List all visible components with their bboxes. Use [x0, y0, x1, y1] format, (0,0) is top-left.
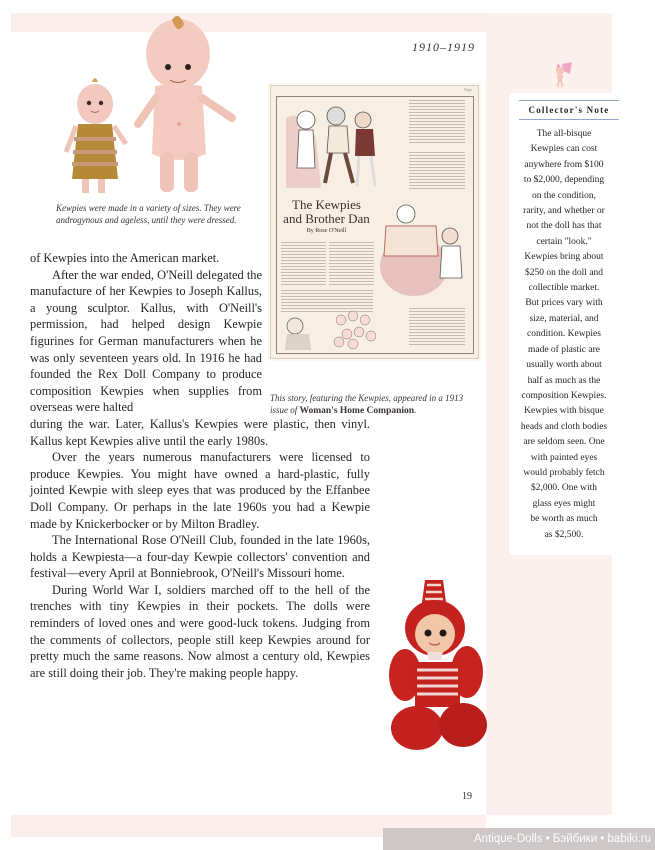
- publication-name: Woman's Home Companion: [299, 406, 415, 416]
- magazine-byline: By Rose O'Neill: [306, 228, 347, 234]
- red-plush-kewpie-photo: [385, 580, 490, 755]
- page-number: 19: [462, 791, 472, 802]
- tall-kewpie-figure: [138, 16, 232, 192]
- small-kewpie-figure: [66, 78, 126, 193]
- photo-caption-magazine: This story, featuring the Kewpies, appeared in a 1913 issue of Woman's Home Companion.: [270, 393, 464, 416]
- paragraph: The International Rose O'Neill Club, founded in the late 1960s, holds a Kewpiesta—a four-day Kewpie collectors' convention and festival—every April at Bonniebrook, O'Neill's Missouri home.: [30, 533, 370, 581]
- running-head: 1910–1919: [412, 40, 475, 54]
- paragraph: during the war. Later, Kallus's Kewpies were plastic, then vinyl. Kallus kept Kewpies alive until the early 1980s.: [30, 416, 370, 448]
- magazine-page-number: Page: [464, 87, 472, 92]
- article-body: [30, 250, 370, 681]
- paragraph: Over the years numerous manufacturers were licensed to produce Kewpies. You might have owned a hard-plastic, fully jointed Kewpie with sleep eyes that was produced by the Effanbee Doll Company. Or perhaps in the late 1960s you had a Kewpie made by Knickerbocker or by Milton Bradley.: [30, 450, 370, 531]
- paragraph: of Kewpies into the American market.: [30, 251, 220, 265]
- magazine-text-column: [409, 100, 465, 145]
- photo-caption-kewpies: Kewpies were made in a variety of sizes. They were androgynous and ageless, until they were dressed.: [56, 203, 241, 225]
- page-margin-right: [612, 0, 655, 850]
- paragraph: During World War I, soldiers marched off to the hell of the trenches with tiny Kewpies in their pockets. The dolls were reminders of loved ones and were good-luck tokens. Judging from the comments of collectors, people still keep Kewpies around for pretty much the same reasons. Now almost a century old, Kewpies are still doing their job. They're making people happy.: [30, 582, 370, 680]
- collectors-note-title: Collector's Note: [519, 100, 619, 120]
- watermark: Antique-Dolls • Бэйбики • babiki.ru: [383, 828, 655, 850]
- collectors-note-body: The all-bisque Kewpies can cost anywhere from $100 to $2,000, depending on the condition, rarity, and whether or not the doll has that certain "look." Kewpies bring about $250 on the doll and collectible market. But prices vary with size, material, and condition. Kewpies made of plastic are usually worth about half as much as the composition Kewpies. Kewpies with bisque heads and cloth bodies are seldom seen. One with painted eyes would probably fetch $2,000. One with glass eyes might be worth as much as $2,500.: [520, 129, 608, 540]
- magazine-text-column: [409, 308, 465, 346]
- magazine-illustration-adults: [376, 196, 471, 296]
- magazine-illustration-boys: [281, 98, 391, 193]
- magazine-story-title: The Kewpies and Brother Dan: [283, 197, 370, 226]
- kewpie-dolls-photo: [60, 14, 240, 199]
- paragraph: After the war ended, O'Neill delegated the manufacture of her Kewpies to Joseph Kallus, a young sculptor. Kallus, with O'Neill's permission, had helped design Kewpie figurines for German manufacturers when he was only seventeen years old. In 1916 he had founded the Rex Doll Company to produce composition Kewpies when supplies from overseas were halted: [30, 267, 262, 415]
- winged-kewpie-icon: [548, 60, 574, 88]
- magazine-text-column: [409, 152, 465, 190]
